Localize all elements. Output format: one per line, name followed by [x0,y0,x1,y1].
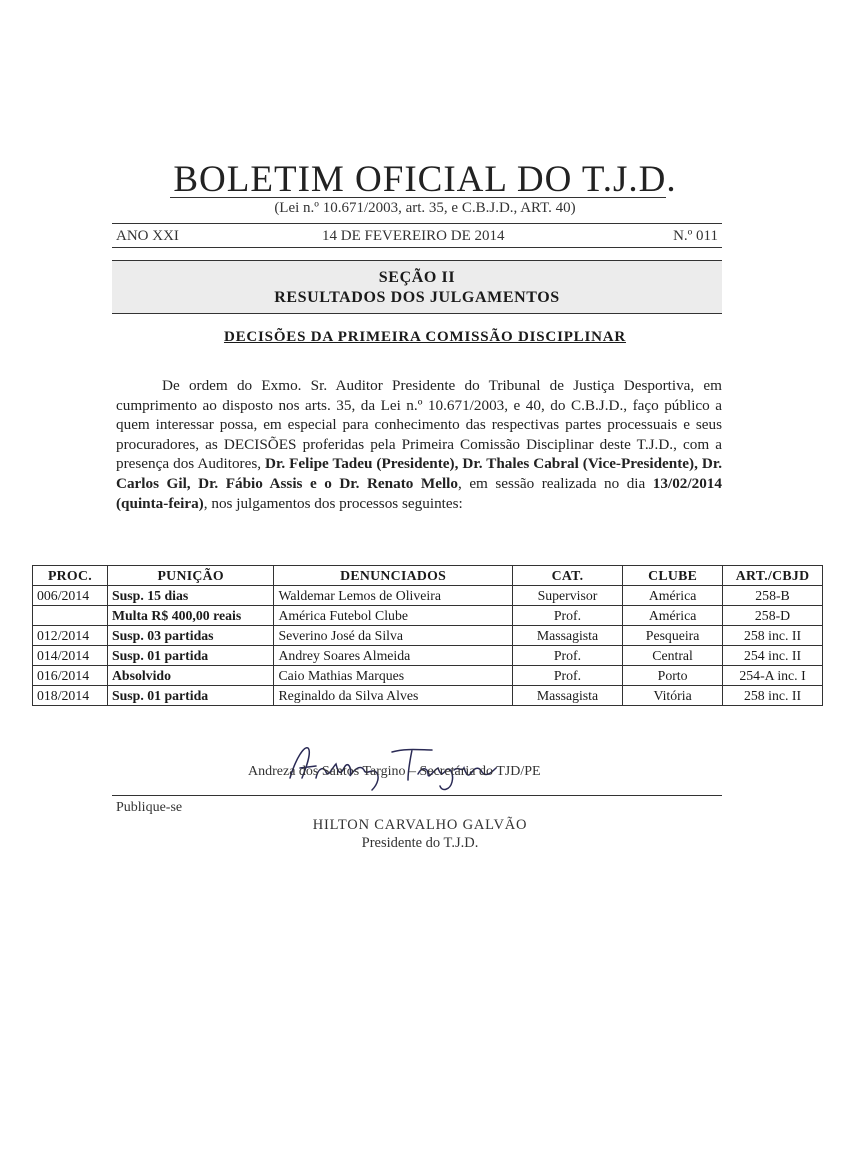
president-role: Presidente do T.J.D. [361,835,479,851]
cell-art: 258 inc. II [723,686,823,706]
cell-proc [33,606,108,626]
session-date: 13/02/2014 (quinta-feira) [116,474,722,512]
table-row [33,686,823,706]
cell-proc: 016/2014 [33,666,108,686]
cell-proc: 014/2014 [33,646,108,666]
cell-cat: Prof. [512,606,622,626]
cell-clube: Central [623,646,723,666]
cell-denunciado: Caio Mathias Marques [274,666,512,686]
cell-cat: Massagista [512,626,622,646]
cell-art: 258-B [723,586,823,606]
issue-divider [112,247,722,248]
top-divider [112,223,722,224]
table-row [33,626,823,646]
bulletin-title: BOLETIM OFICIAL DO T.J.D. [173,159,677,200]
cell-cat: Supervisor [512,586,622,606]
cell-art: 258-D [723,606,823,626]
publish-note: Publique-se [116,800,183,815]
signatory-caption: Andreza dos Santos Targino – Secretária do TJD/PE [248,764,541,779]
body-session: , em sessão realizada no dia [458,474,653,492]
cell-clube: Porto [623,666,723,686]
header-cat: CAT. [512,566,622,586]
header-art: ART./CBJD [723,566,823,586]
section-banner [112,261,722,314]
cell-cat: Prof. [512,646,622,666]
cell-punicao: Multa R$ 400,00 reais [107,606,274,626]
header-proc: PROC. [33,566,108,586]
legal-reference: (Lei n.º 10.671/2003, art. 35, e C.B.J.D., ART. 40) [274,200,576,216]
cell-clube: Vitória [623,686,723,706]
cell-proc: 012/2014 [33,626,108,646]
issue-year: ANO XXI [116,228,179,244]
cell-denunciado: Waldemar Lemos de Oliveira [274,586,512,606]
section-number: SEÇÃO II [378,269,456,286]
cell-art: 254-A inc. I [723,666,823,686]
header-clube: CLUBE [623,566,723,586]
president-name: HILTON CARVALHO GALVÃO [312,817,528,833]
header-punicao: PUNIÇÃO [107,566,274,586]
body-closing: , nos julgamentos dos processos seguintes: [203,494,463,512]
cell-proc: 018/2014 [33,686,108,706]
decisions-heading: DECISÕES DA PRIMEIRA COMISSÃO DISCIPLINAR [223,329,627,345]
body-intro: De ordem do Exmo. Sr. Auditor Presidente do Tribunal de Justiça Desportiva, em cumprimento ao disposto nos arts. 35, da Lei n.º 10.671/2003, e 40, do C.B.J.D., faço público a quem interessar possa, em especial para conhecimento das respectivas partes processuais e seus procuradores, as DECISÕES proferidas pela Primeira Comissão Disciplinar deste T.J.D., com a presença dos Auditores, [116,377,722,473]
cell-clube: América [623,606,723,626]
cell-denunciado: América Futebol Clube [274,606,512,626]
cell-art: 254 inc. II [723,646,823,666]
cell-punicao: Absolvido [107,666,274,686]
cell-cat: Massagista [512,686,622,706]
table-row [33,666,823,686]
cell-art: 258 inc. II [723,626,823,646]
body-paragraph [116,376,722,513]
cell-punicao: Susp. 15 dias [107,586,274,606]
issue-info-row [116,228,718,245]
auditors-list: Dr. Felipe Tadeu (Presidente), Dr. Thales Cabral (Vice-Presidente), Dr. Carlos Gil, Dr. Fábio Assis e o Dr. Renato Mello [116,455,722,492]
table-row [33,606,823,626]
cell-clube: Pesqueira [623,626,723,646]
cell-denunciado: Reginaldo da Silva Alves [274,686,512,706]
cell-punicao: Susp. 01 partida [107,646,274,666]
table-row [33,646,823,666]
cell-clube: América [623,586,723,606]
cell-punicao: Susp. 01 partida [107,686,274,706]
title-underline [170,197,666,198]
issue-date: 14 DE FEVEREIRO DE 2014 [322,228,505,244]
section-title: RESULTADOS DOS JULGAMENTOS [274,289,560,306]
issue-number: N.º 011 [673,228,718,244]
table-row [33,586,823,606]
cell-punicao: Susp. 03 partidas [107,626,274,646]
section-bottom-divider [112,313,722,314]
cell-proc: 006/2014 [33,586,108,606]
table-header-row [33,566,823,586]
header-denunciados: DENUNCIADOS [274,566,512,586]
cell-denunciado: Severino José da Silva [274,626,512,646]
cell-cat: Prof. [512,666,622,686]
judgments-table [32,565,823,706]
cell-denunciado: Andrey Soares Almeida [274,646,512,666]
footer-divider [112,795,722,796]
